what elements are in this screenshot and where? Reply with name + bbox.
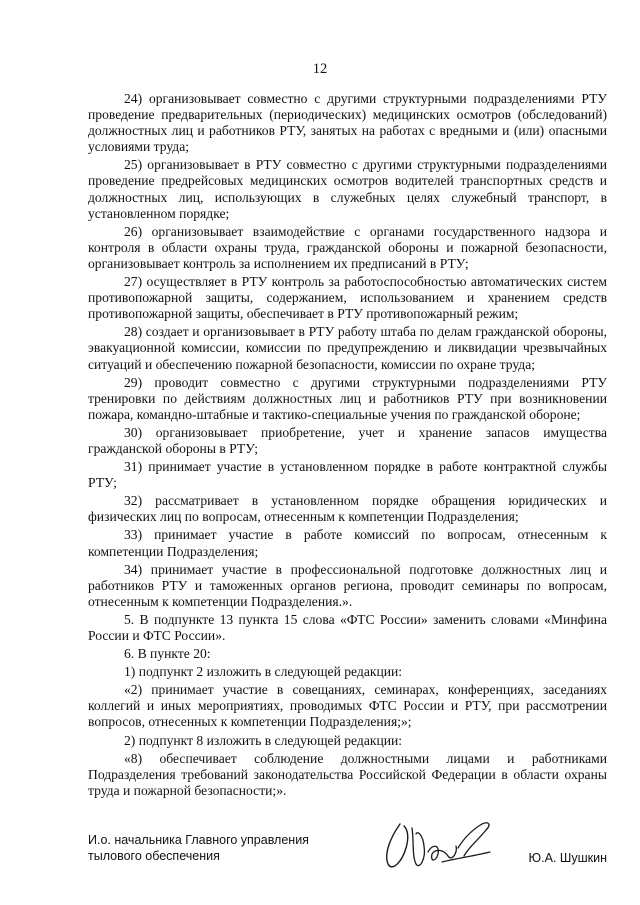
paragraph-item-32: 32) рассматривает в установленном порядке обращения юридических и физических лиц по вопросам, отнесенным к компетенции Подразделения; [88,493,607,525]
paragraph-quote-8: «8) обеспечивает соблюдение должностными лицами и работниками Подразделения требований законодательства Российской Федерации в области охраны труда и пожарной безопасности;». [88,750,607,798]
paragraph-item-28: 28) создает и организовывает в РТУ работу штаба по делам гражданской обороны, эвакуационной комиссии, комиссии по предупреждению и ликвидации чрезвычайных ситуаций и обеспечению пожарной безопасности, комиссии по охране труда; [88,324,607,372]
signatory-position-line1: И.о. начальника Главного управления [88,833,309,847]
paragraph-item-24: 24) организовывает совместно с другими структурными подразделениями РТУ проведение предварительных (периодических) медицинских осмотров (обследований) должностных лиц и работников РТУ, занятых на работах с вредными и (или) опасными условиями труда; [88,91,607,155]
paragraph-item-30: 30) организовывает приобретение, учет и хранение запасов имущества гражданской обороны в РТУ; [88,424,607,456]
signatory-position [88,832,309,864]
handwritten-signature-icon [378,818,503,874]
paragraph-amendment-5: 5. В подпункте 13 пункта 15 слова «ФТС России» заменить словами «Минфина России и ФТС России». [88,611,607,643]
document-body [88,91,607,799]
paragraph-item-31: 31) принимает участие в установленном порядке в работе контрактной службы РТУ; [88,459,607,491]
signatory-position-line2: тылового обеспечения [88,849,220,863]
paragraph-item-34: 34) принимает участие в профессиональной подготовке должностных лиц и работников РТУ и таможенных органов региона, проводит семинары по вопросам, отнесенным к компетенции Подразделения.». [88,561,607,609]
paragraph-subitem-1: 1) подпункт 2 изложить в следующей редакции: [124,664,403,680]
signatory-name: Ю.А. Шушкин [528,851,607,865]
paragraph-subitem-2: 2) подпункт 8 изложить в следующей редакции: [124,732,403,748]
paragraph-item-26: 26) организовывает взаимодействие с органами государственного надзора и контроля в области охраны труда, гражданской обороны и пожарной безопасности, организовывает контроль за исполнением их предписаний в РТУ; [88,223,607,271]
page-number: 12 [312,61,328,77]
paragraph-item-29: 29) проводит совместно с другими структурными подразделениями РТУ тренировки по действиям должностных лиц и работников РТУ при возникновении пожара, командно-штабные и тактико-специальные учения по гражданской обороне; [88,374,607,422]
paragraph-item-33: 33) принимает участие в работе комиссий по вопросам, отнесенным к компетенции Подразделения; [88,527,607,559]
paragraph-quote-2: «2) принимает участие в совещаниях, семинарах, конференциях, заседаниях коллегий и иных мероприятиях, проводимых ФТС России и РТУ, при рассмотрении вопросов, отнесенных к компетенции Подразделения;»; [88,682,607,730]
signature-block [88,832,607,872]
paragraph-amendment-6: 6. В пункте 20: [124,646,211,662]
paragraph-item-25: 25) организовывает в РТУ совместно с другими структурными подразделениями проведение предрейсовых медицинских осмотров водителей транспортных средств и должностных лиц, использующих в служебных целях служебный транспорт, в установленном порядке; [88,157,607,221]
paragraph-item-27: 27) осуществляет в РТУ контроль за работоспособностью автоматических систем противопожарной защиты, содержанием, использованием и хранением средств противопожарной защиты, обеспечивает в РТУ противопожарный режим; [88,274,607,322]
